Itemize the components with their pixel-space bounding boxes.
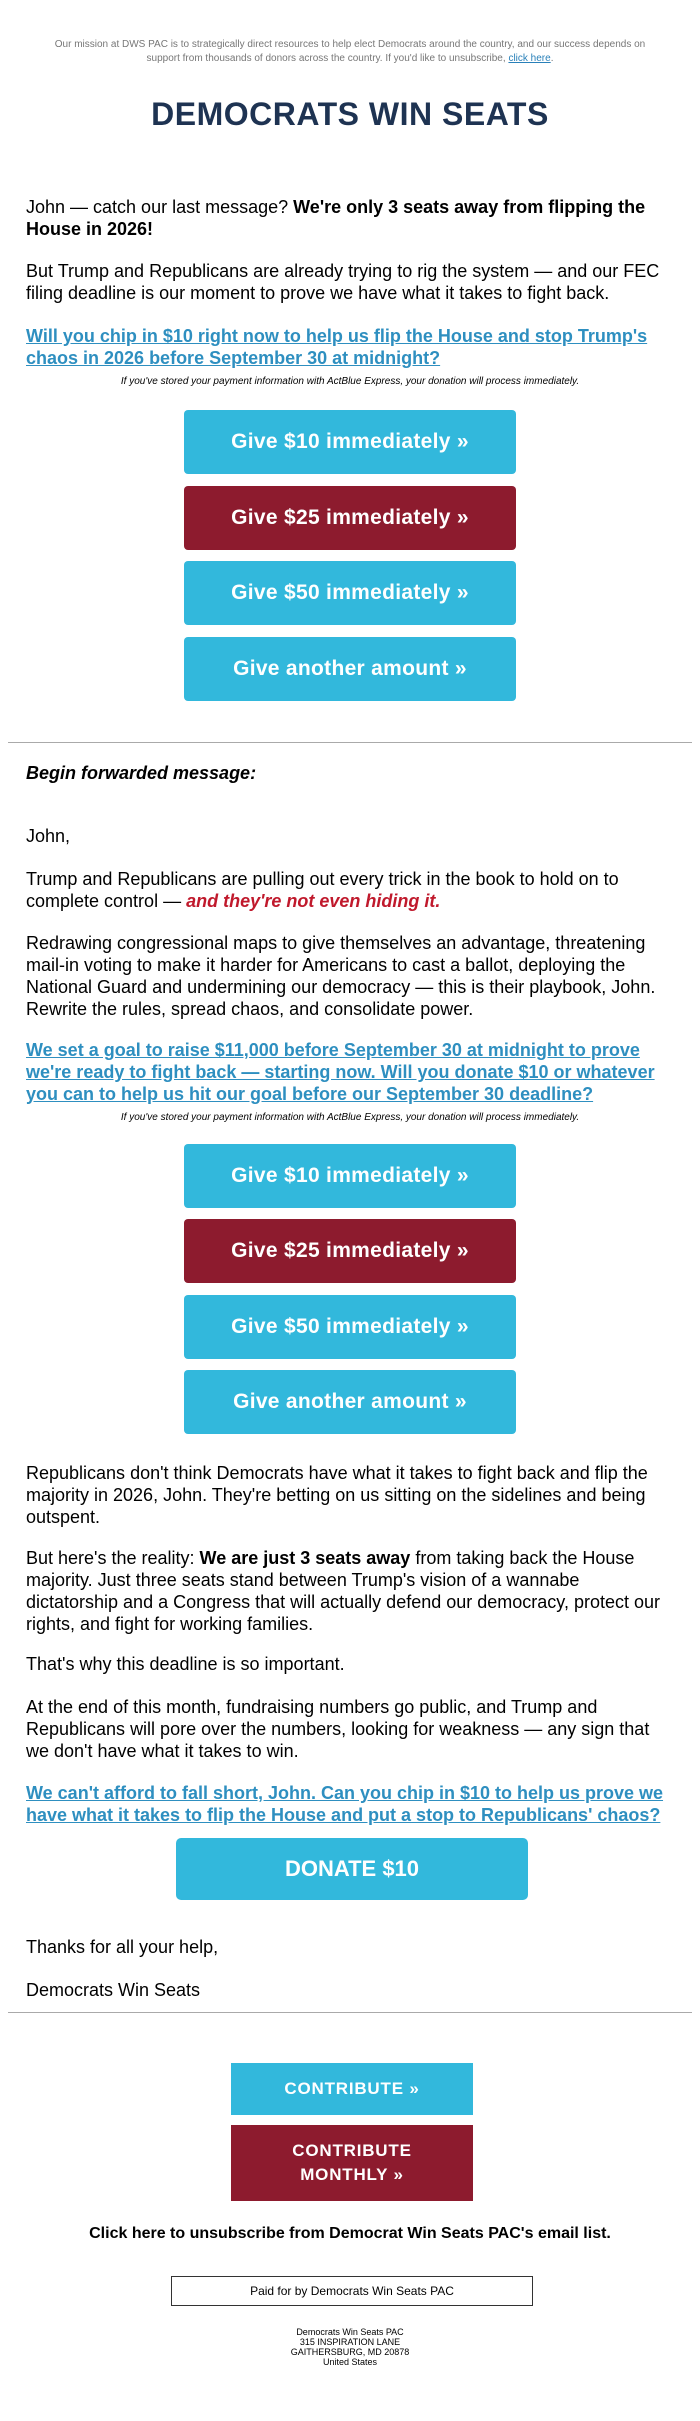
mission-statement: Our mission at DWS PAC is to strategically direct resources to help elect Democrats around the country, and our success depends on support from thousands of donors across the country. If you'd like to unsubscribe, click here.: [54, 39, 646, 64]
forwarded-heading: Begin forwarded message:: [26, 763, 257, 783]
forwarded-paragraph-2: Redrawing congressional maps to give themselves an advantage, threatening mail-in voting to make it harder for Americans to cast a ballot, deploying the National Guard and undermining our democracy — this is their playbook, John. Rewrite the rules, spread chaos, and consolidate power.: [26, 933, 656, 1019]
divider: [8, 2012, 692, 2013]
donate-10-button[interactable]: DONATE $10: [176, 1838, 528, 1900]
intro-donate-link[interactable]: Will you chip in $10 right now to help us flip the House and stop Trump's chaos in 2026 before September 30 at midnight?: [26, 326, 648, 368]
actblue-note: If you've stored your payment information with ActBlue Express, your donation will process immediately.: [120, 1112, 580, 1123]
forwarded-paragraph-4: But here's the reality: We are just 3 seats away from taking back the House majority. Just three seats stand between Trump's vision of a wannabe dictatorship and a Congress that will actually defend our democracy, protect our rights, and fight for working families.: [26, 1548, 660, 1634]
intro-paragraph-2: But Trump and Republicans are already trying to rig the system — and our FEC filing deadline is our moment to prove we have what it takes to fight back.: [26, 261, 660, 303]
paid-for-disclaimer: Paid for by Democrats Win Seats PAC: [171, 2276, 533, 2306]
thanks-text: Thanks for all your help,: [26, 1937, 219, 1957]
forwarded-paragraph-5: That's why this deadline is so important.: [26, 1654, 345, 1674]
divider: [8, 742, 692, 743]
unsubscribe-footer-link[interactable]: Click here to unsubscribe from Democrat Win Seats PAC's email list.: [89, 2225, 611, 2242]
goal-donate-link[interactable]: We set a goal to raise $11,000 before September 30 at midnight to prove we're ready to fight back — starting now. Will you donate $10 or whatever you can to help us hit our goal before our September 30 deadline?: [26, 1040, 655, 1104]
unsubscribe-link[interactable]: click here: [508, 53, 551, 64]
signature: Democrats Win Seats: [26, 1980, 201, 2000]
logo: DEMOCRATS WIN SEATS: [151, 96, 549, 132]
intro-paragraph-1: John — catch our last message? We're only 3 seats away from flipping the House in 2026!: [26, 197, 646, 239]
give-other-button[interactable]: Give another amount »: [184, 1370, 516, 1434]
actblue-note: If you've stored your payment information with ActBlue Express, your donation will process immediately.: [120, 376, 580, 387]
forwarded-paragraph-3: Republicans don't think Democrats have what it takes to fight back and flip the majority in 2026, John. They're betting on us sitting on the sidelines and being outspent.: [26, 1463, 648, 1527]
give-other-button[interactable]: Give another amount »: [184, 637, 516, 701]
contribute-button[interactable]: CONTRIBUTE »: [231, 2063, 473, 2115]
greeting: John,: [26, 826, 71, 846]
forwarded-paragraph-1: Trump and Republicans are pulling out every trick in the book to hold on to complete control — and they're not even hiding it.: [26, 869, 619, 911]
mailing-address: Democrats Win Seats PAC 315 INSPIRATION LANE GAITHERSBURG, MD 20878 United States: [290, 2327, 410, 2367]
contribute-monthly-button[interactable]: CONTRIBUTE MONTHLY »: [231, 2125, 473, 2201]
give-50-button[interactable]: Give $50 immediately »: [184, 561, 516, 625]
give-10-button[interactable]: Give $10 immediately »: [184, 1144, 516, 1208]
give-10-button[interactable]: Give $10 immediately »: [184, 410, 516, 474]
give-50-button[interactable]: Give $50 immediately »: [184, 1295, 516, 1359]
forwarded-paragraph-6: At the end of this month, fundraising numbers go public, and Trump and Republicans will pore over the numbers, looking for weakness — any sign that we don't have what it takes to win.: [26, 1697, 650, 1761]
give-25-button[interactable]: Give $25 immediately »: [184, 1219, 516, 1283]
give-25-button[interactable]: Give $25 immediately »: [184, 486, 516, 550]
final-donate-link[interactable]: We can't afford to fall short, John. Can you chip in $10 to help us prove we have what it takes to flip the House and put a stop to Republicans' chaos?: [26, 1783, 664, 1825]
